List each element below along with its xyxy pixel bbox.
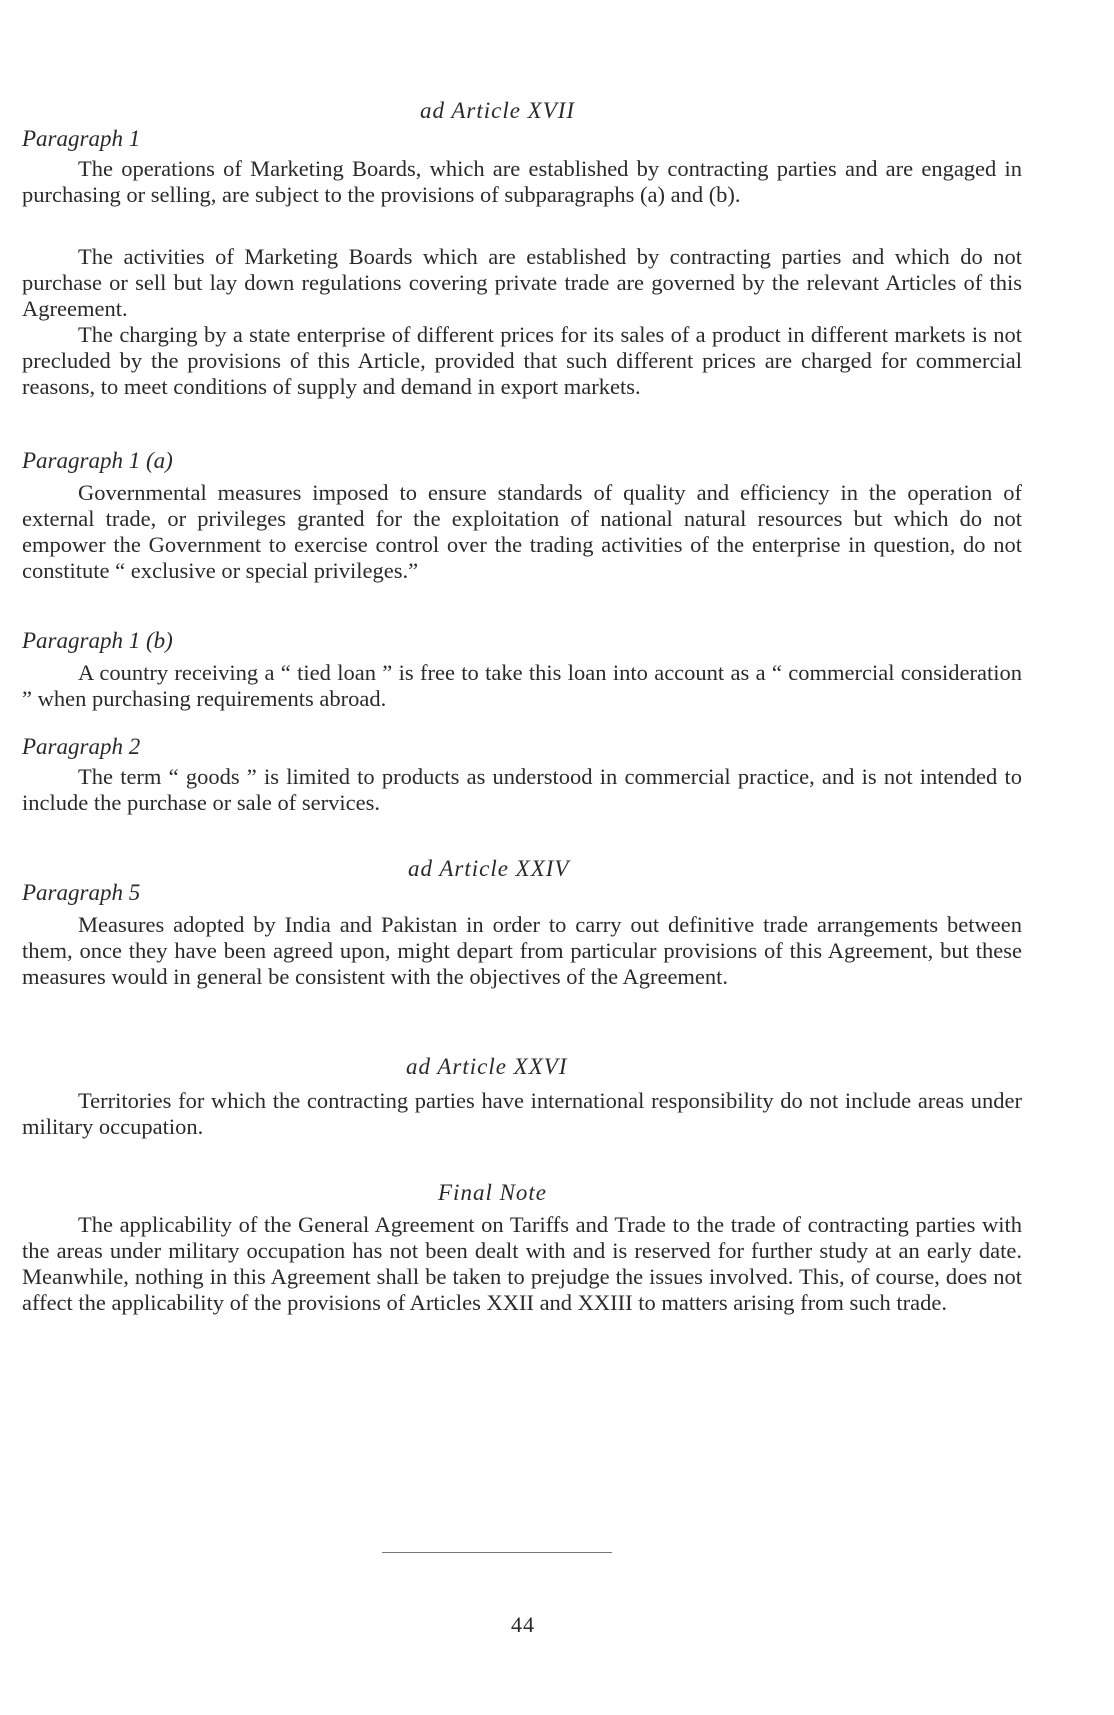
paragraph-heading: Paragraph 5 [22,880,141,905]
section-title-article-xxvi: ad Article XXVI [406,1054,568,1079]
section-title-final-note: Final Note [438,1180,548,1205]
paragraph-text: The charging by a state enterprise of different prices for its sales of a product in different markets is not precluded by the provisions of this Article, provided that such different prices are charged for commercial reasons, to meet conditions of supply and demand in export markets. [22,322,1022,399]
paragraph-heading: Paragraph 2 [22,734,141,759]
paragraph-heading: Paragraph 1 (a) [22,448,173,473]
section-title-article-xxiv: ad Article XXIV [408,856,570,881]
paragraph-text: The activities of Marketing Boards which are established by contracting parties and which do not purchase or sell but lay down regulations covering private trade are governed by the relevant Articles of this Agreement. [22,244,1022,321]
section-title-article-xvii: ad Article XVII [420,98,576,123]
paragraph-text: The term “ goods ” is limited to products as understood in commercial practice, and is not intended to include the purchase or sale of services. [22,764,1022,815]
paragraph-heading: Paragraph 1 (b) [22,628,173,653]
paragraph-text: The applicability of the General Agreement on Tariffs and Trade to the trade of contracting parties with the areas under military occupation has not been dealt with and is reserved for further study at an early date. Meanwhile, nothing in this Agreement shall be taken to prejudge the issues involved. This, of course, does not affect the applicability of the provisions of Articles XXII and XXIII to matters arising from such trade. [22,1212,1022,1315]
paragraph-text: The operations of Marketing Boards, which are established by contracting parties and are engaged in purchasing or selling, are subject to the provisions of subparagraphs (a) and (b). [22,156,1022,207]
divider-line [382,1552,612,1553]
paragraph-text: A country receiving a “ tied loan ” is free to take this loan into account as a “ commercial consideration ” when purchasing requirements abroad. [22,660,1022,711]
paragraph-text: Measures adopted by India and Pakistan in order to carry out definitive trade arrangements between them, once they have been agreed upon, might depart from particular provisions of this Agreement, but these measures would in general be consistent with the objectives of the Agreement. [22,912,1022,989]
document-page [22,0,1024,1715]
paragraph-text: Territories for which the contracting parties have international responsibility do not include areas under military occupation. [22,1088,1022,1139]
page-number: 44 [511,1612,535,1637]
paragraph-heading: Paragraph 1 [22,126,141,151]
paragraph-text: Governmental measures imposed to ensure standards of quality and efficiency in the operation of external trade, or privileges granted for the exploitation of national natural resources but which do not empower the Government to exercise control over the trading activities of the enterprise in question, do not constitute “ exclusive or special privileges.” [22,480,1022,583]
